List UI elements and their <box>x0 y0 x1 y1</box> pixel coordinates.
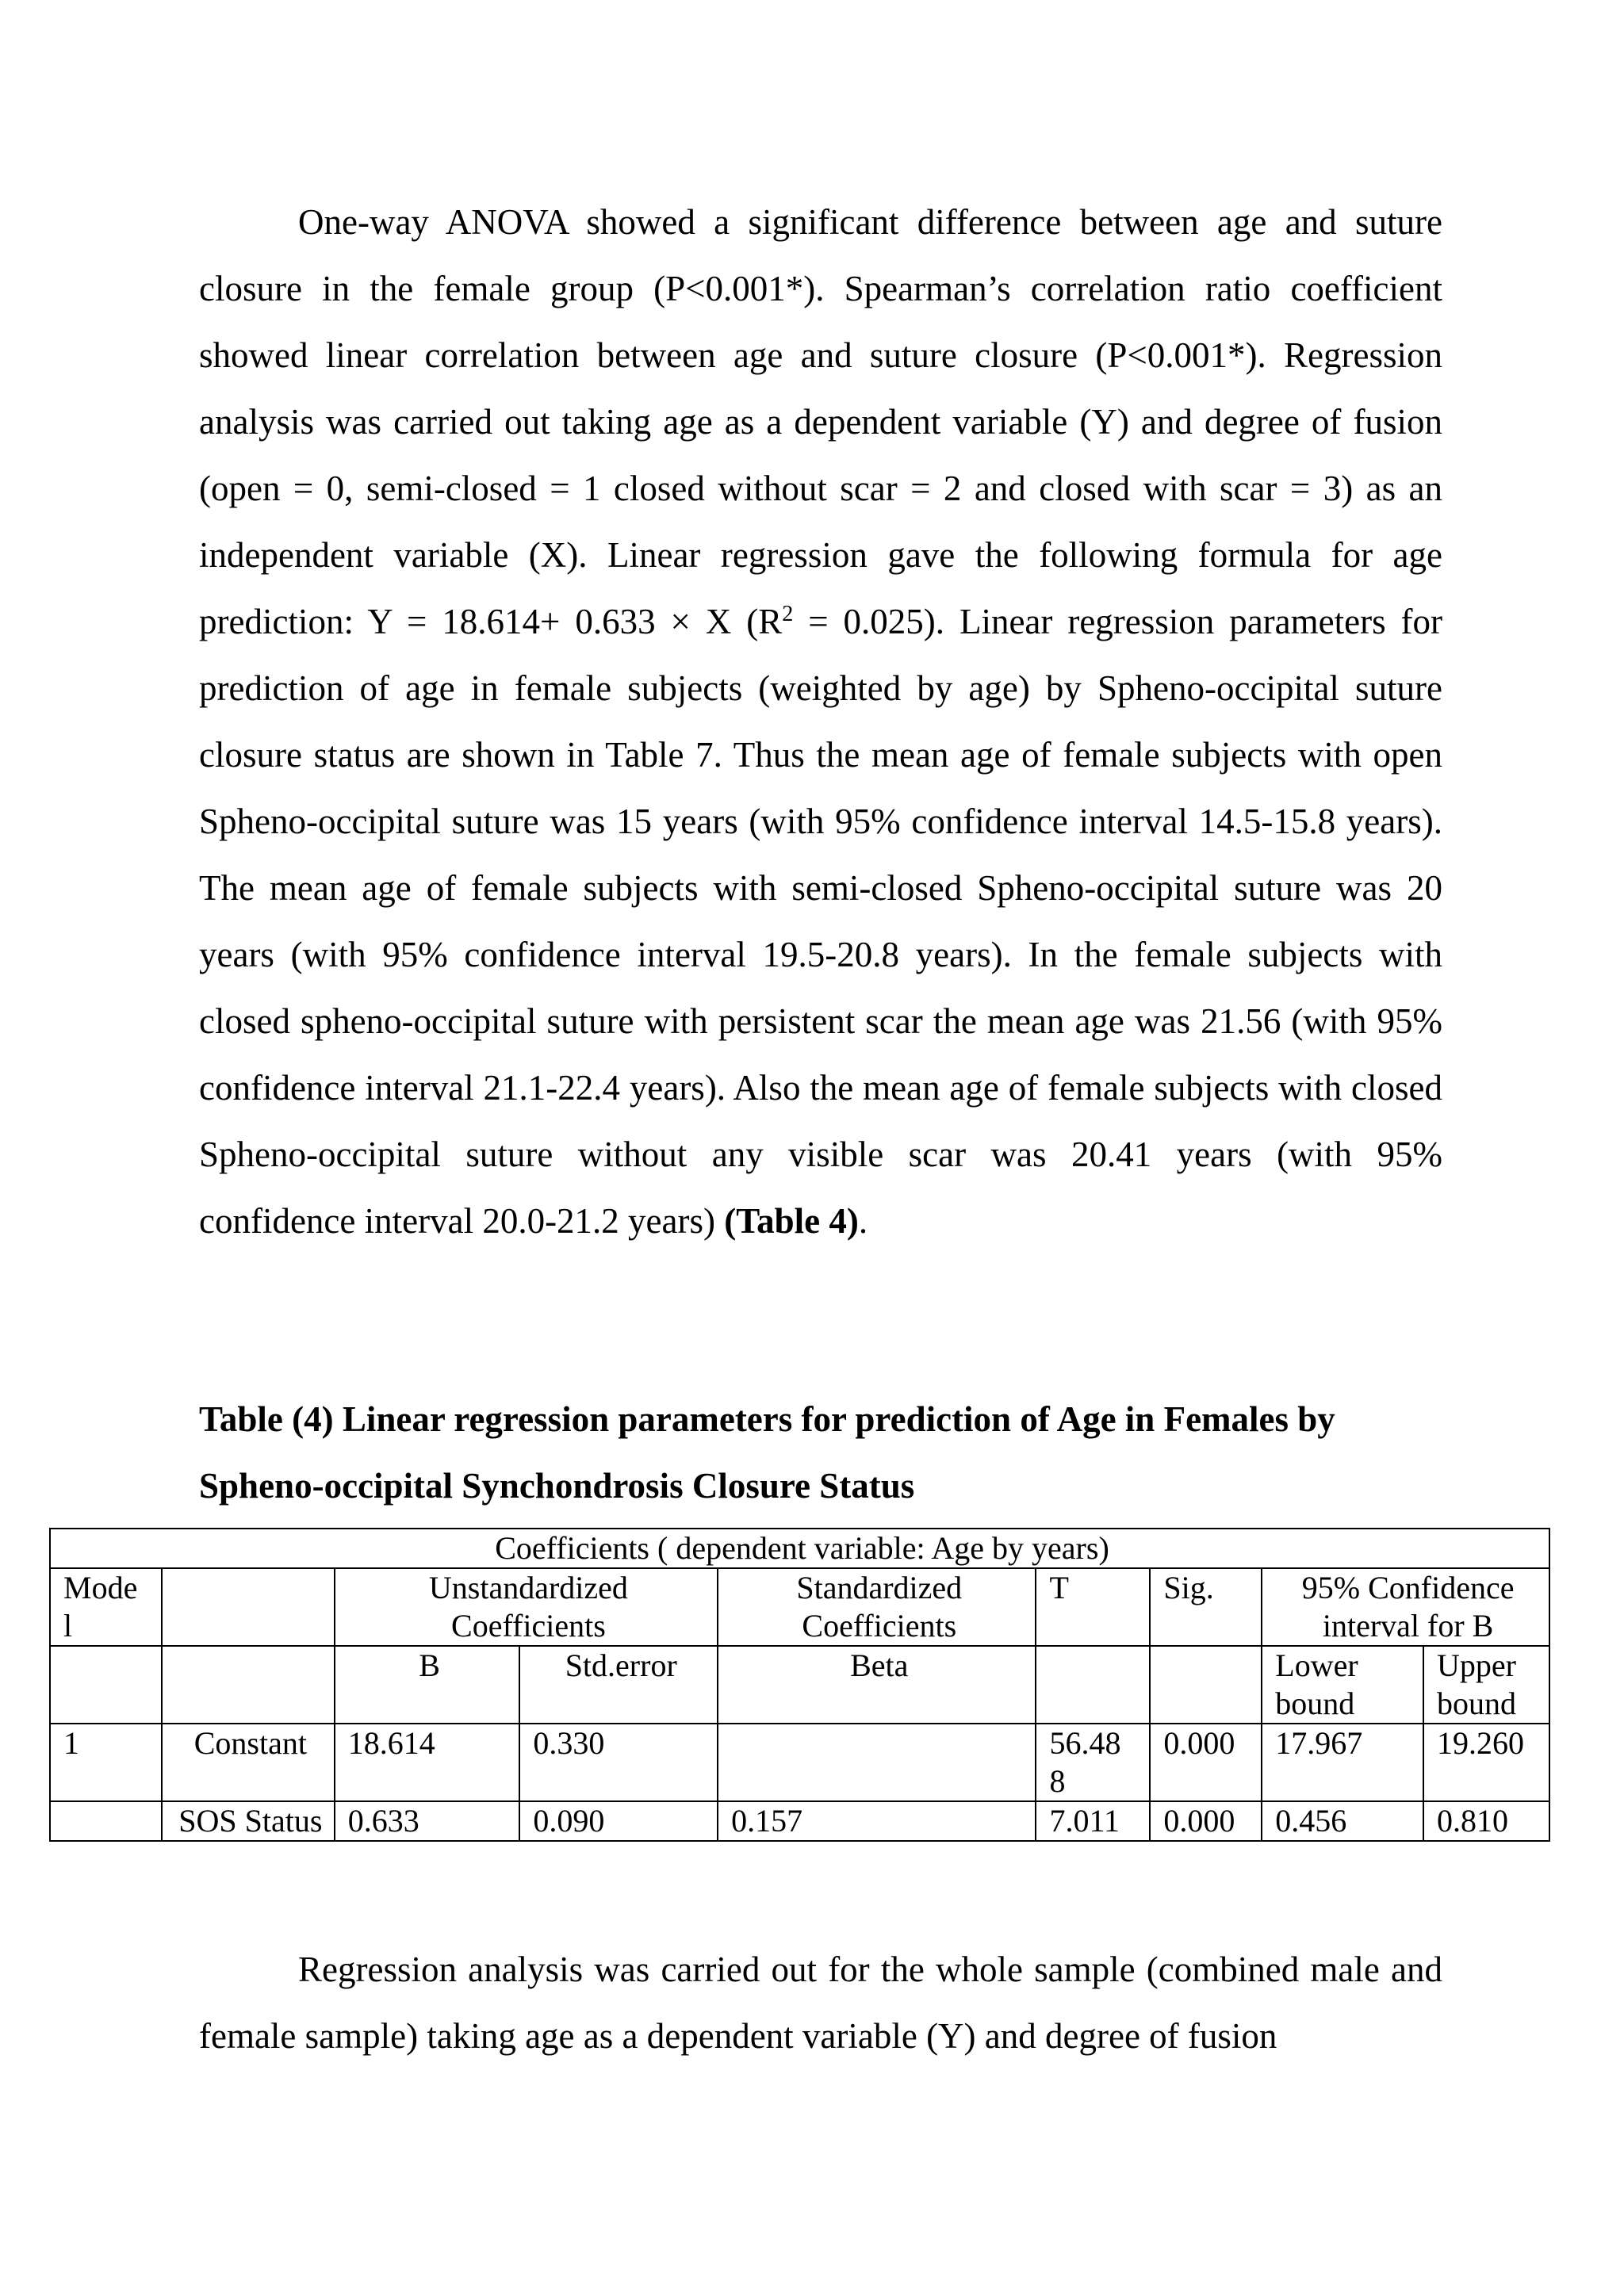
header-confidence-interval: 95% Confidence interval for B <box>1262 1568 1549 1646</box>
paragraph-text-part-2: = 0.025). Linear regression parameters for prediction of age in female subjects (weighted by age) by Spheno-occipital suture closure status are shown in Table 7. Thus the mean age of female subjects with open Spheno-occipital suture was 15 years (with 95% confidence interval 14.5-15.8 years). The mean age of female subjects with semi-closed Spheno-occipital suture was 20 years (with 95% confidence interval 19.5-20.8 years). In the female subjects with closed spheno-occipital suture with persistent scar the mean age was 21.56 (with 95% confidence interval 21.1-22.4 years). Also the mean age of female subjects with closed Spheno-occipital suture without any visible scar was 20.41 years (with 95% confidence interval 20.0-21.2 years) <box>199 602 1442 1241</box>
table-header-row-2 <box>50 1646 1549 1724</box>
cell-sig: 0.000 <box>1150 1724 1262 1801</box>
cell-std-error: 0.090 <box>519 1801 718 1841</box>
header-model: Mode l <box>50 1568 162 1646</box>
cell-lower: 0.456 <box>1262 1801 1423 1841</box>
cell-t: 56.48 8 <box>1036 1724 1150 1801</box>
table-row <box>50 1801 1549 1841</box>
header-empty <box>1150 1646 1262 1724</box>
cell-upper: 0.810 <box>1423 1801 1549 1841</box>
paragraph-whole-sample: Regression analysis was carried out for the whole sample (combined male and female sample) taking age as a dependent variable (Y) and degree of fusion <box>199 1950 1442 2056</box>
cell-beta <box>718 1724 1036 1801</box>
header-std-error: Std.error <box>519 1646 718 1724</box>
cell-t: 7.011 <box>1036 1801 1150 1841</box>
header-standardized: Standardized Coefficients <box>718 1568 1036 1646</box>
cell-lower: 17.967 <box>1262 1724 1423 1801</box>
header-t: T <box>1036 1568 1150 1646</box>
cell-name: Constant <box>162 1724 335 1801</box>
cell-b: 18.614 <box>335 1724 520 1801</box>
r-squared-superscript: 2 <box>782 602 794 626</box>
cell-name: SOS Status <box>162 1801 335 1841</box>
table-reference: (Table 4) <box>724 1201 859 1241</box>
paragraph-text-part-1: One-way ANOVA showed a significant difference between age and suture closure in the female group (P<0.001*). Spearman’s correlation ratio coefficient showed linear correlation between age and suture closure (P<0.001*). Regression analysis was carried out taking age as a dependent variable (Y) and degree of fusion (open = 0, semi-closed = 1 closed without scar = 2 and closed with scar = 3) as an independent variable (X). Linear regression gave the following formula for age prediction: Y = 18.614+ 0.633 × X (R <box>199 202 1442 641</box>
cell-model <box>50 1801 162 1841</box>
table-row <box>50 1724 1549 1801</box>
header-empty <box>1036 1646 1150 1724</box>
table-header-row-1 <box>50 1568 1549 1646</box>
header-lower-bound: Lower bound <box>1262 1646 1423 1724</box>
cell-sig: 0.000 <box>1150 1801 1262 1841</box>
cell-beta: 0.157 <box>718 1801 1036 1841</box>
header-unstandardized: Unstandardized Coefficients <box>335 1568 718 1646</box>
table-title-row <box>50 1529 1549 1568</box>
paragraph-end: . <box>858 1201 868 1241</box>
cell-b: 0.633 <box>335 1801 520 1841</box>
paragraph-anova-results <box>199 189 1442 1254</box>
table-caption: Table (4) Linear regression parameters for prediction of Age in Females by Spheno-occipital Synchondrosis Closure Status <box>199 1399 1335 1506</box>
table-title: Coefficients ( dependent variable: Age by years) <box>50 1529 1549 1568</box>
regression-table <box>49 1528 1550 1842</box>
header-beta: Beta <box>718 1646 1036 1724</box>
cell-upper: 19.260 <box>1423 1724 1549 1801</box>
header-empty <box>50 1646 162 1724</box>
cell-std-error: 0.330 <box>519 1724 718 1801</box>
cell-model: 1 <box>50 1724 162 1801</box>
header-b: B <box>335 1646 520 1724</box>
header-empty <box>162 1568 335 1646</box>
header-sig: Sig. <box>1150 1568 1262 1646</box>
header-upper-bound: Upper bound <box>1423 1646 1549 1724</box>
header-empty <box>162 1646 335 1724</box>
